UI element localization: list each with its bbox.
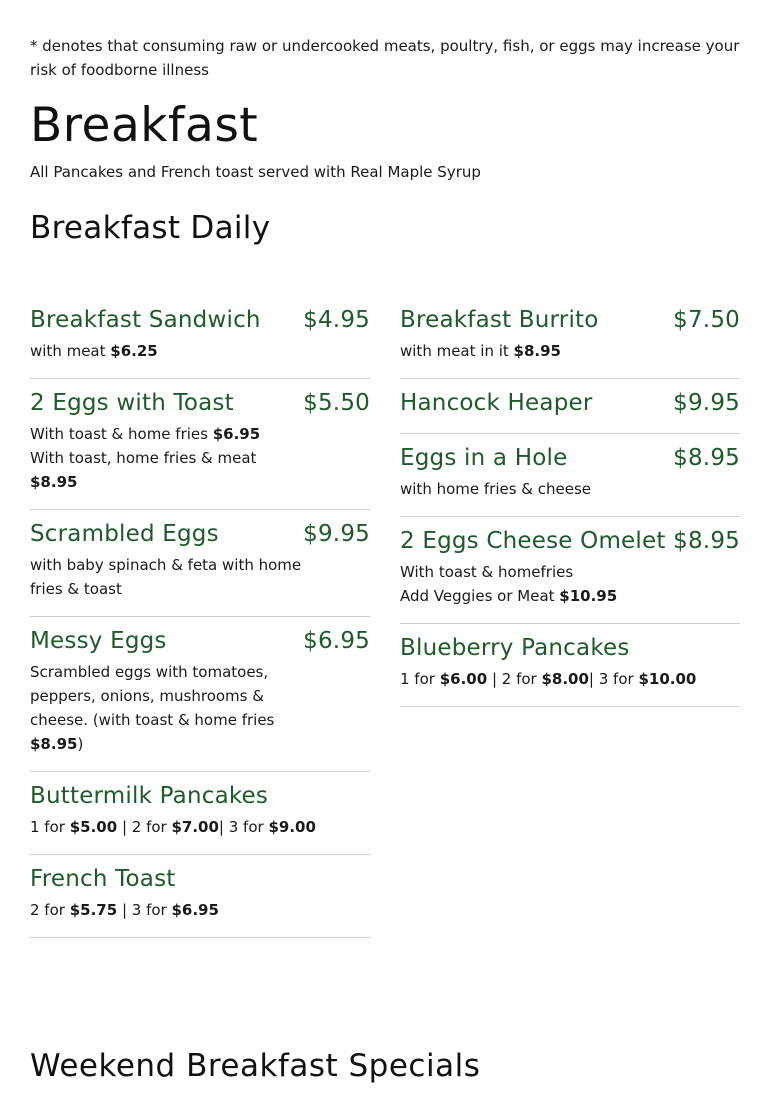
menu-item-name: Breakfast Burrito: [400, 307, 599, 333]
menu-item-messy-eggs: [30, 617, 370, 772]
menu-item-buttermilk-pancakes: [30, 772, 370, 855]
menu-item-breakfast-burrito: [400, 296, 740, 379]
menu-item-header: [30, 519, 370, 549]
menu-item-name: Messy Eggs: [30, 628, 167, 654]
description-text: | 3 for: [117, 901, 172, 919]
description-text: | 3 for: [588, 670, 639, 688]
menu-item-price: $9.95: [303, 521, 370, 547]
description-line: [400, 477, 675, 501]
description-text: 1 for: [400, 670, 440, 688]
menu-item-2-eggs-with-toast: [30, 379, 370, 510]
foodborne-disclaimer: * denotes that consuming raw or undercooked meats, poultry, fish, or eggs may increase your risk of foodborne illness: [30, 37, 740, 79]
menu-column-left: [30, 296, 370, 938]
menu-item-description: [400, 477, 675, 501]
description-price: $5.75: [69, 901, 118, 919]
description-line: [30, 422, 305, 446]
menu-item-description: [30, 660, 305, 756]
breakfast-daily-title: Breakfast Daily: [30, 210, 271, 246]
description-text: With toast & home fries: [30, 425, 213, 443]
menu-item-header: [400, 305, 740, 335]
menu-item-description: [30, 898, 330, 922]
menu-item-price: $7.50: [673, 307, 740, 333]
description-price: $8.95: [30, 735, 78, 753]
menu-item-eggs-in-a-hole: [400, 434, 740, 517]
description-price: $6.00: [439, 670, 488, 688]
description-line: [30, 660, 305, 756]
menu-item-breakfast-sandwich: [30, 296, 370, 379]
description-text: 2 for: [30, 901, 70, 919]
description-line: [30, 898, 330, 922]
description-text: 1 for: [30, 818, 70, 836]
menu-item-description: [30, 422, 305, 494]
description-text: with baby spinach & feta with home fries & toast: [30, 556, 302, 598]
menu-item-2-eggs-cheese-omelet: [400, 517, 740, 624]
description-text: with meat in it: [400, 342, 514, 360]
menu-item-header: [400, 633, 740, 663]
description-text: | 2 for: [117, 818, 172, 836]
menu-item-header: [400, 526, 740, 556]
description-price: $9.00: [268, 818, 316, 836]
menu-item-header: [400, 388, 740, 418]
menu-column-right: [400, 296, 740, 707]
maple-syrup-note: All Pancakes and French toast served with Real Maple Syrup: [30, 163, 481, 181]
description-line: [400, 560, 675, 584]
description-text: With toast, home fries & meat: [30, 449, 257, 467]
menu-item-name: Scrambled Eggs: [30, 521, 219, 547]
description-price: $5.00: [69, 818, 118, 836]
description-text: | 3 for: [218, 818, 269, 836]
menu-item-name: 2 Eggs with Toast: [30, 390, 234, 416]
menu-item-header: [30, 781, 370, 811]
description-price: $10.00: [638, 670, 697, 688]
description-line: [400, 667, 700, 691]
description-line: [400, 339, 675, 363]
menu-item-name: 2 Eggs Cheese Omelet: [400, 528, 666, 554]
description-text: ): [77, 735, 84, 753]
weekend-specials-title: Weekend Breakfast Specials: [30, 1048, 481, 1084]
menu-item-header: [30, 864, 370, 894]
menu-item-price: $4.95: [303, 307, 370, 333]
description-price: $7.00: [171, 818, 219, 836]
menu-item-name: Breakfast Sandwich: [30, 307, 261, 333]
menu-item-scrambled-eggs: [30, 510, 370, 617]
description-text: Add Veggies or Meat: [400, 587, 560, 605]
menu-item-header: [30, 626, 370, 656]
description-line: [400, 584, 675, 608]
description-line: [30, 815, 330, 839]
description-line: [30, 446, 305, 494]
menu-item-description: [400, 667, 700, 691]
description-text: Scrambled eggs with tomatoes, peppers, onions, mushrooms & cheese. (with toast & home fries: [30, 663, 275, 729]
description-price: $6.95: [171, 901, 219, 919]
description-text: with meat: [30, 342, 111, 360]
description-price: $6.25: [110, 342, 158, 360]
description-line: [30, 553, 305, 601]
menu-item-description: [30, 815, 330, 839]
menu-item-name: Buttermilk Pancakes: [30, 783, 269, 809]
menu-item-price: $6.95: [303, 628, 370, 654]
description-price: $10.95: [559, 587, 618, 605]
menu-item-description: [30, 553, 305, 601]
menu-item-hancock-heaper: [400, 379, 740, 434]
description-text: | 2 for: [487, 670, 542, 688]
menu-item-header: [400, 443, 740, 473]
menu-item-name: French Toast: [30, 866, 176, 892]
menu-item-french-toast: [30, 855, 370, 938]
description-text: with home fries & cheese: [400, 480, 592, 498]
menu-item-price: $8.95: [673, 445, 740, 471]
menu-item-name: Hancock Heaper: [400, 390, 593, 416]
description-price: $8.95: [513, 342, 561, 360]
breakfast-section-title: Breakfast: [30, 98, 259, 153]
description-price: $8.00: [541, 670, 589, 688]
menu-item-name: Blueberry Pancakes: [400, 635, 630, 661]
menu-item-description: [30, 339, 305, 363]
menu-item-header: [30, 305, 370, 335]
menu-item-description: [400, 560, 675, 608]
menu-item-price: $9.95: [673, 390, 740, 416]
description-price: $8.95: [30, 473, 78, 491]
description-text: With toast & homefries: [400, 563, 574, 581]
menu-item-description: [400, 339, 675, 363]
menu-item-header: [30, 388, 370, 418]
description-price: $6.95: [212, 425, 261, 443]
menu-item-blueberry-pancakes: [400, 624, 740, 707]
menu-item-price: $5.50: [303, 390, 370, 416]
menu-item-name: Eggs in a Hole: [400, 445, 568, 471]
description-line: [30, 339, 305, 363]
menu-item-price: $8.95: [673, 528, 740, 554]
